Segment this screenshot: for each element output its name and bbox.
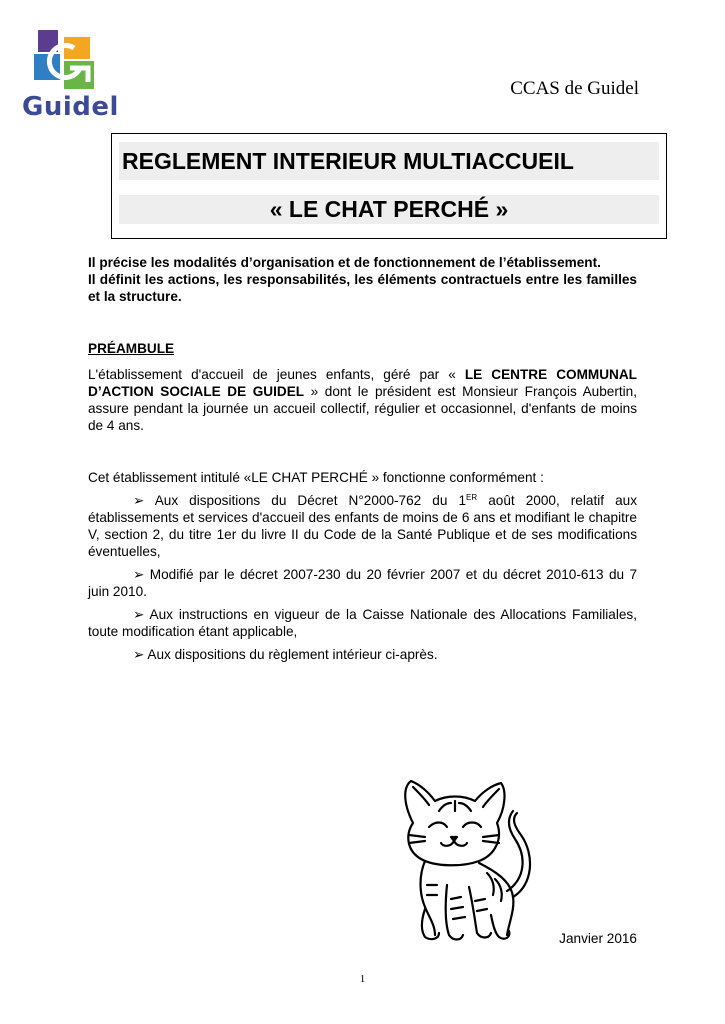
list-item: ➢ Aux dispositions du règlement intérieur ci-après. (133, 647, 438, 662)
page-number: 1 (359, 973, 366, 985)
title-box (111, 133, 667, 239)
list-item: ➢ Aux instructions en vigueur de la Caisse Nationale des Allocations Familiales, toute modification étant applicable, (88, 607, 637, 639)
guidel-logo-icon (34, 30, 102, 92)
arrow-bullet-icon: ➢ (133, 567, 145, 582)
document-body (88, 254, 637, 663)
list-item: ➢ Aux dispositions du Décret N°2000-762 du 1ER août 2000, relatif aux établissements et services d'accueil des enfants de moins de 6 ans et modifiant le chapitre V, section 2, du titre 1er du livre II du Code de la Santé Publique et de ses modifications éventuelles, (88, 493, 637, 559)
guidel-logo (22, 30, 119, 125)
arrow-bullet-icon: ➢ (133, 607, 145, 622)
document-subtitle: « LE CHAT PERCHÉ » (119, 195, 659, 224)
list-item: ➢ Modifié par le décret 2007-230 du 20 février 2007 et du décret 2010-613 du 7 juin 2010. (88, 567, 637, 599)
cat-illustration (395, 775, 545, 945)
preambule-paragraph-2: Cet établissement intitulé «LE CHAT PERCHÉ » fonctionne conformément : (88, 470, 544, 485)
preambule-heading: PRÉAMBULE (88, 341, 175, 356)
arrow-bullet-icon: ➢ (133, 647, 145, 662)
preambule-paragraph-1: L'établissement d'accueil de jeunes enfants, géré par « LE CENTRE COMMUNAL D’ACTION SOCIALE DE GUIDEL » dont le président est Monsieur François Aubertin, assure pendant la journée un accueil collectif, régulier et occasionnel, d'enfants de moins de 4 ans. (88, 367, 637, 433)
document-title: REGLEMENT INTERIEUR MULTIACCUEIL (119, 142, 659, 180)
intro-paragraph-1: Il précise les modalités d’organisation et de fonctionnement de l’établissement. (88, 255, 601, 270)
logo-text: Guidel (22, 92, 119, 122)
intro-paragraph-2: Il définit les actions, les responsabilités, les éléments contractuels entre les familles et la structure. (88, 272, 637, 304)
arrow-bullet-icon: ➢ (133, 493, 145, 508)
document-date: Janvier 2016 (559, 931, 637, 946)
organization-name: CCAS de Guidel (510, 78, 639, 99)
